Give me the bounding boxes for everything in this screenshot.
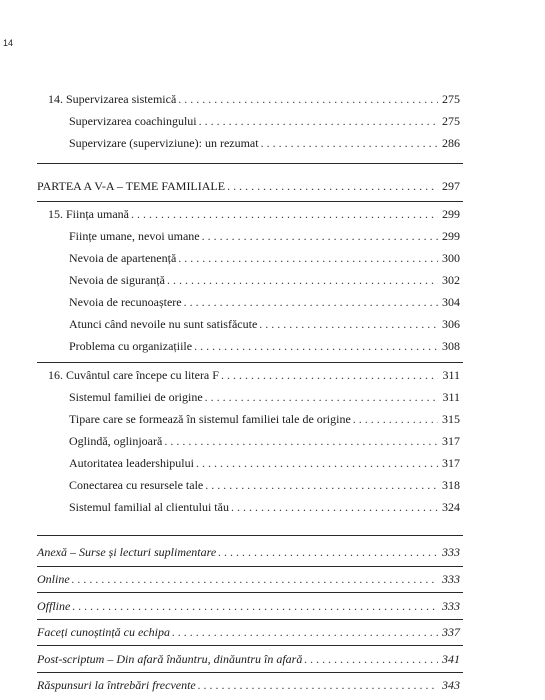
toc-item[interactable]: [69, 339, 460, 353]
dot-leader: [72, 599, 438, 613]
section-divider: [37, 592, 463, 593]
dot-leader: [194, 339, 438, 353]
toc-item[interactable]: [69, 136, 460, 150]
dot-leader: [178, 92, 438, 106]
page-number: 14: [3, 38, 14, 48]
toc-entry-title: Sistemul familial al clientului tău: [69, 500, 229, 514]
toc-item[interactable]: [69, 317, 460, 331]
toc-entry-title: Sistemul familiei de origine: [69, 390, 203, 404]
toc-entry-page: 304: [442, 295, 460, 309]
toc-entry-page: 317: [442, 434, 460, 448]
dot-leader: [131, 207, 438, 221]
toc-back-matter-offline[interactable]: [37, 599, 460, 613]
toc-entry-title: Conectarea cu resursele tale: [69, 478, 204, 492]
toc-entry-title: Nevoia de recunoaștere: [69, 295, 182, 309]
toc-entry-page: 299: [442, 207, 460, 221]
toc-item[interactable]: [69, 114, 460, 128]
toc-entry-title: 15. Ființa umană: [48, 207, 129, 221]
dot-leader: [218, 545, 438, 559]
toc-back-matter-annex[interactable]: [37, 545, 460, 559]
toc-part-5[interactable]: [37, 179, 460, 193]
toc-entry-page: 300: [442, 251, 460, 265]
dot-leader: [199, 114, 438, 128]
dot-leader: [198, 678, 438, 692]
dot-leader: [72, 572, 438, 586]
toc-item[interactable]: [69, 295, 460, 309]
dot-leader: [231, 500, 438, 514]
dot-leader: [353, 412, 438, 426]
section-divider: [37, 163, 463, 164]
toc-item[interactable]: [69, 390, 460, 404]
toc-chapter-14[interactable]: [48, 92, 460, 106]
toc-item[interactable]: [69, 273, 460, 287]
dot-leader: [304, 652, 438, 666]
section-divider: [37, 201, 463, 202]
toc-entry-title: Nevoia de siguranță: [69, 273, 165, 287]
toc-entry-title: 16. Cuvântul care începe cu litera F: [48, 368, 219, 382]
toc-entry-title: Nevoia de apartenență: [69, 251, 177, 265]
toc-entry-page: 333: [442, 572, 460, 586]
dot-leader: [172, 625, 438, 639]
dot-leader: [164, 434, 438, 448]
toc-back-matter-postscript[interactable]: [37, 652, 460, 666]
toc-item[interactable]: [69, 229, 460, 243]
dot-leader: [178, 251, 438, 265]
toc-entry-title: Supervizarea coachingului: [69, 114, 197, 128]
toc-entry-page: 299: [442, 229, 460, 243]
toc-entry-page: 333: [442, 545, 460, 559]
toc-item[interactable]: [69, 251, 460, 265]
toc-entry-page: 337: [442, 625, 460, 639]
toc-back-matter-online[interactable]: [37, 572, 460, 586]
dot-leader: [184, 295, 438, 309]
toc-entry-title: Oglindă, oglinjoară: [69, 434, 163, 448]
section-divider: [37, 672, 463, 673]
toc-entry-title: Post-scriptum – Din afară înăuntru, dinăuntru în afară: [37, 652, 303, 666]
toc-back-matter-team[interactable]: [37, 625, 460, 639]
dot-leader: [196, 456, 438, 470]
dot-leader: [221, 368, 439, 382]
toc-entry-page: 302: [442, 273, 460, 287]
toc-entry-title: Online: [37, 572, 70, 586]
toc-entry-title: Faceți cunoștință cu echipa: [37, 625, 170, 639]
toc-back-matter-faq[interactable]: [37, 678, 460, 692]
toc-entry-page: 318: [442, 478, 460, 492]
toc-entry-title: Anexă – Surse și lecturi suplimentare: [37, 545, 217, 559]
dot-leader: [227, 179, 438, 193]
section-divider: [37, 566, 463, 567]
dot-leader: [205, 390, 439, 404]
toc-entry-page: 317: [442, 456, 460, 470]
toc-entry-title: Offline: [37, 599, 71, 613]
toc-entry-page: 324: [442, 500, 460, 514]
dot-leader: [167, 273, 438, 287]
toc-item[interactable]: [69, 412, 460, 426]
toc-entry-page: 286: [442, 136, 460, 150]
toc-entry-title: Problema cu organizațiile: [69, 339, 193, 353]
dot-leader: [205, 478, 438, 492]
section-divider: [37, 535, 463, 536]
toc-entry-page: 275: [442, 114, 460, 128]
toc-entry-title: Răspunsuri la întrebări frecvente: [37, 678, 196, 692]
toc-chapter-16[interactable]: [48, 368, 460, 382]
toc-entry-page: 275: [442, 92, 460, 106]
dot-leader: [202, 229, 438, 243]
section-divider: [37, 645, 463, 646]
toc-entry-page: 333: [442, 599, 460, 613]
toc-entry-title: Autoritatea leadershipului: [69, 456, 194, 470]
toc-entry-page: 306: [442, 317, 460, 331]
toc-entry-title: Atunci când nevoile nu sunt satisfăcute: [69, 317, 258, 331]
toc-entry-title: PARTEA A V-A – TEME FAMILIALE: [37, 179, 226, 193]
toc-item[interactable]: [69, 434, 460, 448]
toc-item[interactable]: [69, 478, 460, 492]
toc-entry-page: 343: [442, 678, 460, 692]
dot-leader: [261, 136, 438, 150]
toc-entry-page: 308: [442, 339, 460, 353]
toc-entry-title: 14. Supervizarea sistemică: [48, 92, 177, 106]
toc-entry-page: 315: [442, 412, 460, 426]
toc-chapter-15[interactable]: [48, 207, 460, 221]
toc-entry-title: Tipare care se formează în sistemul familiei tale de origine: [69, 412, 351, 426]
toc-entry-page: 311: [442, 390, 460, 404]
toc-item[interactable]: [69, 456, 460, 470]
toc-entry-title: Ființe umane, nevoi umane: [69, 229, 200, 243]
toc-entry-page: 341: [442, 652, 460, 666]
toc-entry-page: 297: [442, 179, 460, 193]
dot-leader: [259, 317, 438, 331]
toc-entry-page: 311: [442, 368, 460, 382]
toc-entry-title: Supervizare (superviziune): un rezumat: [69, 136, 259, 150]
section-divider: [37, 362, 463, 363]
section-divider: [37, 619, 463, 620]
toc-item[interactable]: [69, 500, 460, 514]
